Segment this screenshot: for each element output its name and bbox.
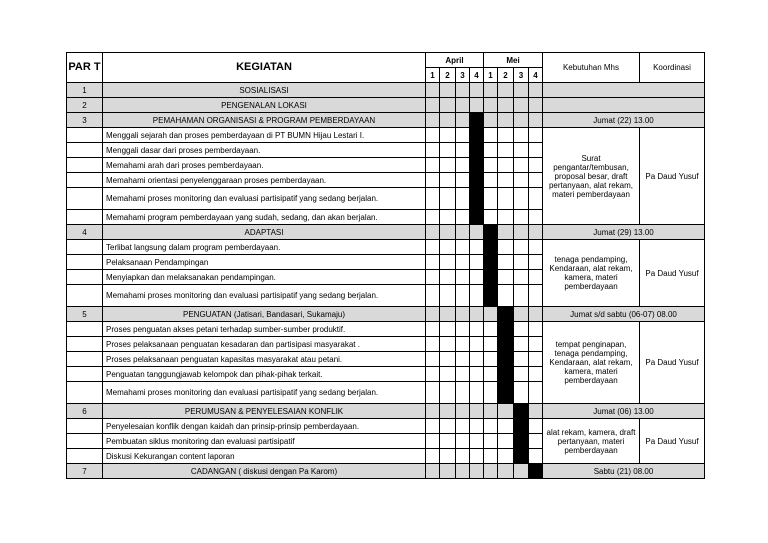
section-week-cell: [456, 83, 470, 98]
section-week-cell: [426, 83, 440, 98]
activity-week-cell: [470, 322, 484, 337]
activity-part-cell: [67, 352, 103, 367]
activity-part-cell: [67, 367, 103, 382]
activity-week-cell: [514, 419, 529, 434]
section-number: 6: [67, 404, 103, 419]
schedule-table: [66, 52, 705, 479]
activity-week-cell: [529, 128, 543, 143]
section-week-cell: [456, 113, 470, 128]
activity-part-cell: [67, 285, 103, 307]
activity-week-cell: [470, 158, 484, 173]
activity-week-cell: [514, 382, 529, 404]
header-month-april: April: [426, 53, 484, 68]
activity-week-cell: [426, 337, 440, 352]
section-week-cell: [484, 307, 498, 322]
activity-week-cell: [529, 419, 543, 434]
activity-week-cell: [440, 337, 456, 352]
activity-week-cell: [484, 158, 498, 173]
header-koordinasi: Koordinasi: [640, 53, 705, 83]
activity-week-cell: [426, 128, 440, 143]
section-week-cell: [529, 225, 543, 240]
activity-week-cell: [440, 158, 456, 173]
activity-part-cell: [67, 322, 103, 337]
section-week-cell: [426, 225, 440, 240]
activity-week-cell: [470, 419, 484, 434]
activity-part-cell: [67, 434, 103, 449]
activity-week-cell: [529, 240, 543, 255]
activity-week-cell: [426, 188, 440, 210]
header-kebutuhan: Kebutuhan Mhs: [543, 53, 640, 83]
activity-week-cell: [456, 322, 470, 337]
activity-text: Proses pelaksanaan penguatan kapasitas masyarakat atau petani.: [103, 352, 426, 367]
activity-part-cell: [67, 128, 103, 143]
section-week-cell: [456, 98, 470, 113]
section-week-cell: [498, 225, 514, 240]
section-number: 2: [67, 98, 103, 113]
activity-week-cell: [456, 173, 470, 188]
activity-week-cell: [440, 143, 456, 158]
section-schedule-info: [543, 83, 705, 98]
header-week: 1: [426, 68, 440, 83]
activity-text: Penguatan tanggungjawab kelompok dan pihak-pihak terkait.: [103, 367, 426, 382]
activity-week-cell: [514, 188, 529, 210]
activity-week-cell: [529, 210, 543, 225]
section-week-cell: [426, 404, 440, 419]
activity-week-cell: [456, 285, 470, 307]
section-row: [67, 113, 705, 128]
section-row: [67, 307, 705, 322]
activity-week-cell: [498, 337, 514, 352]
activity-week-cell: [426, 143, 440, 158]
activity-week-cell: [484, 128, 498, 143]
activity-week-cell: [514, 367, 529, 382]
activity-text: Pembuatan siklus monitoring dan evaluasi partisipatif: [103, 434, 426, 449]
section-week-cell: [529, 113, 543, 128]
section-number: 4: [67, 225, 103, 240]
activity-week-cell: [440, 128, 456, 143]
activity-week-cell: [498, 270, 514, 285]
header-kegiatan: KEGIATAN: [103, 53, 426, 83]
activity-week-cell: [529, 188, 543, 210]
section-title: PENGUATAN (Jatisari, Bandasari, Sukamaju): [103, 307, 426, 322]
activity-week-cell: [426, 449, 440, 464]
section-week-cell: [484, 98, 498, 113]
activity-week-cell: [514, 449, 529, 464]
activity-text: Pelaksanaan Pendampingan: [103, 255, 426, 270]
activity-week-cell: [440, 255, 456, 270]
header-week: 2: [440, 68, 456, 83]
activity-week-cell: [426, 210, 440, 225]
kebutuhan-cell: tenaga pendamping, Kendaraan, alat rekam, kamera, materi pemberdayaan: [543, 240, 640, 307]
activity-week-cell: [470, 382, 484, 404]
activity-week-cell: [426, 158, 440, 173]
section-number: 1: [67, 83, 103, 98]
activity-week-cell: [426, 367, 440, 382]
activity-week-cell: [529, 367, 543, 382]
section-week-cell: [426, 98, 440, 113]
activity-week-cell: [484, 434, 498, 449]
section-number: 7: [67, 464, 103, 479]
activity-week-cell: [470, 143, 484, 158]
koordinasi-cell: Pa Daud Yusuf: [640, 128, 705, 225]
section-week-cell: [514, 225, 529, 240]
section-week-cell: [440, 404, 456, 419]
activity-week-cell: [426, 270, 440, 285]
activity-part-cell: [67, 419, 103, 434]
activity-week-cell: [514, 143, 529, 158]
activity-week-cell: [470, 210, 484, 225]
header-week: 4: [470, 68, 484, 83]
section-number: 5: [67, 307, 103, 322]
section-week-cell: [470, 113, 484, 128]
activity-week-cell: [498, 352, 514, 367]
activity-week-cell: [440, 188, 456, 210]
section-week-cell: [470, 225, 484, 240]
activity-week-cell: [470, 337, 484, 352]
section-week-cell: [456, 404, 470, 419]
section-week-cell: [514, 98, 529, 113]
activity-week-cell: [470, 270, 484, 285]
activity-week-cell: [498, 188, 514, 210]
activity-week-cell: [440, 449, 456, 464]
activity-week-cell: [484, 352, 498, 367]
header-week: 3: [456, 68, 470, 83]
section-week-cell: [514, 404, 529, 419]
activity-week-cell: [470, 255, 484, 270]
activity-week-cell: [426, 240, 440, 255]
activity-week-cell: [456, 270, 470, 285]
activity-week-cell: [484, 449, 498, 464]
section-week-cell: [470, 464, 484, 479]
activity-week-cell: [514, 285, 529, 307]
activity-week-cell: [470, 240, 484, 255]
activity-week-cell: [484, 337, 498, 352]
koordinasi-cell: Pa Daud Yusuf: [640, 240, 705, 307]
header-week: 2: [498, 68, 514, 83]
activity-part-cell: [67, 210, 103, 225]
activity-week-cell: [456, 128, 470, 143]
section-row: [67, 98, 705, 113]
activity-week-cell: [440, 382, 456, 404]
section-title: CADANGAN ( diskusi dengan Pa Karom): [103, 464, 426, 479]
section-week-cell: [426, 464, 440, 479]
section-week-cell: [529, 83, 543, 98]
section-week-cell: [514, 464, 529, 479]
activity-week-cell: [456, 255, 470, 270]
section-week-cell: [514, 83, 529, 98]
activity-week-cell: [484, 270, 498, 285]
section-row: [67, 83, 705, 98]
activity-week-cell: [529, 285, 543, 307]
activity-week-cell: [514, 255, 529, 270]
activity-text: Memahami arah dari proses pemberdayaan.: [103, 158, 426, 173]
activity-week-cell: [470, 188, 484, 210]
activity-week-cell: [498, 158, 514, 173]
section-schedule-info: Jumat (22) 13.00: [543, 113, 705, 128]
section-week-cell: [529, 98, 543, 113]
activity-week-cell: [484, 285, 498, 307]
activity-week-cell: [426, 322, 440, 337]
activity-week-cell: [456, 367, 470, 382]
section-schedule-info: Jumat s/d sabtu (06-07) 08.00: [543, 307, 705, 322]
section-schedule-info: Jumat (29) 13.00: [543, 225, 705, 240]
section-week-cell: [440, 98, 456, 113]
section-week-cell: [484, 83, 498, 98]
activity-week-cell: [484, 255, 498, 270]
activity-week-cell: [456, 434, 470, 449]
activity-text: Menyiapkan dan melaksanakan pendampingan.: [103, 270, 426, 285]
activity-week-cell: [440, 210, 456, 225]
activity-week-cell: [470, 173, 484, 188]
section-week-cell: [498, 113, 514, 128]
section-week-cell: [498, 98, 514, 113]
activity-week-cell: [529, 270, 543, 285]
activity-week-cell: [470, 285, 484, 307]
section-week-cell: [514, 307, 529, 322]
activity-text: Memahami program pemberdayaan yang sudah, sedang, dan akan berjalan.: [103, 210, 426, 225]
section-week-cell: [456, 464, 470, 479]
activity-week-cell: [440, 419, 456, 434]
activity-week-cell: [484, 322, 498, 337]
activity-week-cell: [470, 128, 484, 143]
activity-week-cell: [470, 449, 484, 464]
activity-week-cell: [498, 128, 514, 143]
activity-week-cell: [456, 188, 470, 210]
activity-part-cell: [67, 240, 103, 255]
activity-week-cell: [484, 419, 498, 434]
activity-week-cell: [440, 270, 456, 285]
activity-week-cell: [426, 434, 440, 449]
activity-week-cell: [456, 143, 470, 158]
koordinasi-cell: Pa Daud Yusuf: [640, 322, 705, 404]
section-week-cell: [498, 307, 514, 322]
section-week-cell: [440, 225, 456, 240]
header-part: PAR T: [67, 53, 103, 83]
section-week-cell: [498, 464, 514, 479]
activity-week-cell: [514, 352, 529, 367]
activity-week-cell: [529, 173, 543, 188]
activity-text: Menggali dasar dari proses pemberdayaan.: [103, 143, 426, 158]
section-week-cell: [514, 113, 529, 128]
activity-week-cell: [529, 449, 543, 464]
activity-week-cell: [484, 367, 498, 382]
activity-week-cell: [514, 337, 529, 352]
activity-week-cell: [529, 158, 543, 173]
section-week-cell: [498, 404, 514, 419]
activity-week-cell: [498, 143, 514, 158]
section-week-cell: [470, 307, 484, 322]
activity-week-cell: [484, 240, 498, 255]
activity-week-cell: [440, 322, 456, 337]
section-week-cell: [426, 307, 440, 322]
activity-week-cell: [514, 270, 529, 285]
activity-text: Penyelesaian konflik dengan kaidah dan prinsip-prinsip pemberdayaan.: [103, 419, 426, 434]
section-week-cell: [529, 464, 543, 479]
activity-row: [67, 240, 705, 255]
activity-week-cell: [456, 352, 470, 367]
activity-text: Proses pelaksanaan penguatan kesadaran dan partisipasi masyarakat .: [103, 337, 426, 352]
section-week-cell: [440, 307, 456, 322]
activity-week-cell: [470, 434, 484, 449]
activity-week-cell: [498, 255, 514, 270]
activity-week-cell: [514, 240, 529, 255]
activity-text: Memahami proses monitoring dan evaluasi partisipatif yang sedang berjalan.: [103, 285, 426, 307]
activity-week-cell: [529, 255, 543, 270]
activity-week-cell: [440, 285, 456, 307]
activity-week-cell: [498, 419, 514, 434]
kebutuhan-cell: alat rekam, kamera, draft pertanyaan, materi pemberdayaan: [543, 419, 640, 464]
activity-week-cell: [470, 352, 484, 367]
section-week-cell: [440, 113, 456, 128]
activity-week-cell: [514, 322, 529, 337]
activity-part-cell: [67, 382, 103, 404]
kebutuhan-cell: tempat penginapan, tenaga pendamping, Kendaraan, alat rekam, kamera, materi pemberdayaan: [543, 322, 640, 404]
activity-week-cell: [456, 419, 470, 434]
activity-week-cell: [498, 449, 514, 464]
activity-row: [67, 419, 705, 434]
activity-week-cell: [470, 367, 484, 382]
activity-week-cell: [498, 285, 514, 307]
activity-row: [67, 128, 705, 143]
section-week-cell: [484, 404, 498, 419]
section-schedule-info: [543, 98, 705, 113]
activity-week-cell: [426, 285, 440, 307]
activity-week-cell: [426, 255, 440, 270]
activity-week-cell: [529, 143, 543, 158]
activity-text: Terlibat langsung dalam program pemberdayaan.: [103, 240, 426, 255]
header-week: 4: [529, 68, 543, 83]
section-row: [67, 464, 705, 479]
activity-week-cell: [529, 382, 543, 404]
activity-week-cell: [456, 240, 470, 255]
section-title: PENGENALAN LOKASI: [103, 98, 426, 113]
section-week-cell: [470, 98, 484, 113]
section-week-cell: [529, 404, 543, 419]
activity-text: Menggali sejarah dan proses pemberdayaan di PT BUMN Hijau Lestari I.: [103, 128, 426, 143]
section-row: [67, 225, 705, 240]
activity-week-cell: [498, 434, 514, 449]
section-week-cell: [456, 307, 470, 322]
section-title: ADAPTASI: [103, 225, 426, 240]
activity-part-cell: [67, 173, 103, 188]
header-month-mei: Mei: [484, 53, 543, 68]
activity-part-cell: [67, 255, 103, 270]
activity-week-cell: [498, 240, 514, 255]
activity-week-cell: [484, 382, 498, 404]
activity-text: Memahami orientasi penyelenggaraan proses pemberdayaan.: [103, 173, 426, 188]
section-row: [67, 404, 705, 419]
activity-week-cell: [498, 173, 514, 188]
activity-week-cell: [514, 173, 529, 188]
activity-week-cell: [456, 158, 470, 173]
section-week-cell: [484, 464, 498, 479]
section-title: PEMAHAMAN ORGANISASI & PROGRAM PEMBERDAYAAN: [103, 113, 426, 128]
activity-week-cell: [426, 382, 440, 404]
activity-week-cell: [456, 210, 470, 225]
section-week-cell: [529, 307, 543, 322]
section-schedule-info: Jumat (06) 13.00: [543, 404, 705, 419]
activity-week-cell: [529, 322, 543, 337]
section-week-cell: [426, 113, 440, 128]
activity-part-cell: [67, 188, 103, 210]
activity-week-cell: [498, 382, 514, 404]
activity-week-cell: [514, 210, 529, 225]
section-week-cell: [498, 83, 514, 98]
activity-week-cell: [514, 434, 529, 449]
activity-week-cell: [484, 210, 498, 225]
activity-week-cell: [498, 367, 514, 382]
activity-week-cell: [440, 352, 456, 367]
activity-week-cell: [426, 419, 440, 434]
section-week-cell: [470, 404, 484, 419]
activity-part-cell: [67, 449, 103, 464]
activity-part-cell: [67, 158, 103, 173]
activity-row: [67, 322, 705, 337]
activity-week-cell: [440, 434, 456, 449]
section-week-cell: [484, 113, 498, 128]
activity-text: Diskusi Kekurangan content laporan: [103, 449, 426, 464]
koordinasi-cell: Pa Daud Yusuf: [640, 419, 705, 464]
activity-week-cell: [426, 352, 440, 367]
activity-week-cell: [529, 337, 543, 352]
activity-week-cell: [514, 158, 529, 173]
header-week: 1: [484, 68, 498, 83]
header-week: 3: [514, 68, 529, 83]
activity-part-cell: [67, 337, 103, 352]
activity-text: Memahami proses monitoring dan evaluasi partisipatif yang sedang berjalan.: [103, 188, 426, 210]
activity-week-cell: [440, 367, 456, 382]
activity-part-cell: [67, 143, 103, 158]
activity-week-cell: [456, 337, 470, 352]
activity-week-cell: [440, 240, 456, 255]
section-title: SOSIALISASI: [103, 83, 426, 98]
activity-week-cell: [529, 434, 543, 449]
section-week-cell: [456, 225, 470, 240]
activity-part-cell: [67, 270, 103, 285]
section-week-cell: [470, 83, 484, 98]
kebutuhan-cell: Surat pengantar/tembusan, proposal besar, draft pertanyaan, alat rekam, materi pemberdayaan: [543, 128, 640, 225]
activity-week-cell: [456, 449, 470, 464]
activity-week-cell: [426, 173, 440, 188]
activity-week-cell: [498, 210, 514, 225]
activity-week-cell: [514, 128, 529, 143]
activity-week-cell: [529, 352, 543, 367]
activity-week-cell: [484, 173, 498, 188]
section-week-cell: [440, 464, 456, 479]
activity-text: Memahami proses monitoring dan evaluasi partisipatif yang sedang berjalan.: [103, 382, 426, 404]
section-schedule-info: Sabtu (21) 08.00: [543, 464, 705, 479]
section-week-cell: [484, 225, 498, 240]
activity-week-cell: [484, 188, 498, 210]
section-week-cell: [440, 83, 456, 98]
activity-text: Proses penguatan akses petani terhadap sumber-sumber produktif.: [103, 322, 426, 337]
activity-week-cell: [484, 143, 498, 158]
activity-week-cell: [498, 322, 514, 337]
section-number: 3: [67, 113, 103, 128]
activity-week-cell: [440, 173, 456, 188]
activity-week-cell: [456, 382, 470, 404]
section-title: PERUMUSAN & PENYELESAIAN KONFLIK: [103, 404, 426, 419]
